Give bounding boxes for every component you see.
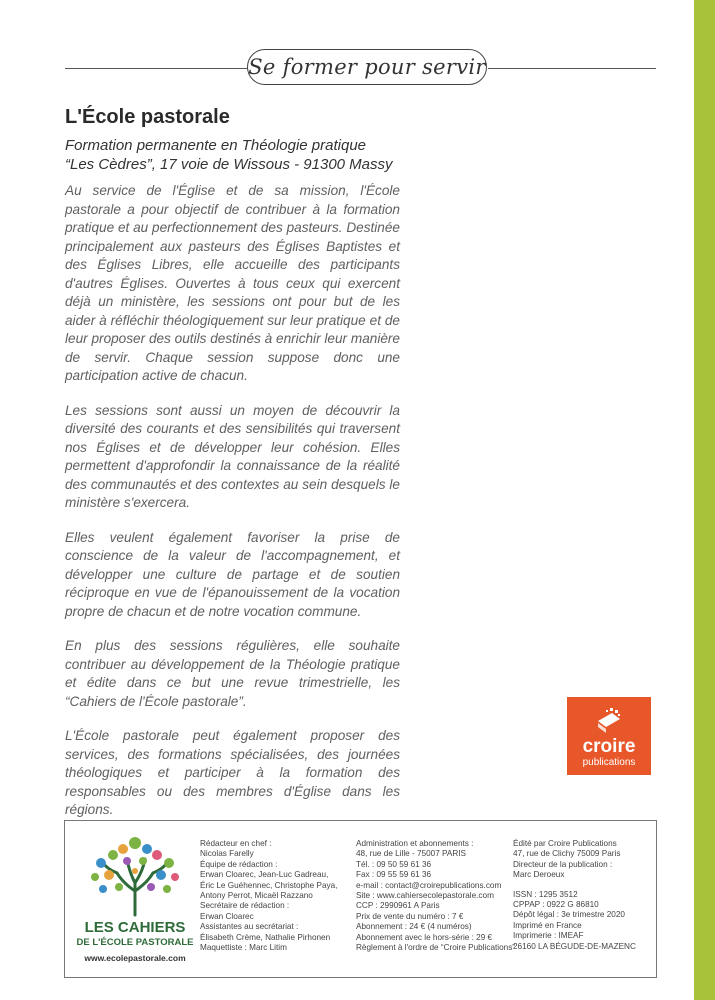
colophon-administration bbox=[356, 839, 515, 953]
colophon-line: CCP : 2990961 A Paris bbox=[356, 901, 440, 911]
article-title: L'École pastorale bbox=[65, 106, 230, 128]
colophon-line: Assistantes au secrétariat : bbox=[200, 922, 299, 932]
colophon-line: e-mail : contact@croirepublications.com bbox=[356, 880, 502, 890]
green-side-bar bbox=[694, 0, 715, 1000]
colophon-box bbox=[64, 820, 657, 978]
colophon-line: Imprimerie : IMEAF bbox=[513, 931, 584, 941]
logo-title: LES CAHIERS bbox=[84, 919, 186, 936]
colophon-line: Imprimé en France bbox=[513, 920, 582, 930]
colophon-line: 48, rue de Lille - 75007 PARIS bbox=[356, 849, 466, 859]
colophon-line: Prix de vente du numéro : 7 € bbox=[356, 911, 464, 921]
paragraph: L'École pastorale peut également proposer des services, des formations spécialisées, des journées théologiques et participer à la formation des responsables ou des membres d'Église dans les régions. bbox=[65, 728, 400, 817]
header-banner bbox=[247, 49, 487, 85]
cahiers-logo bbox=[75, 831, 195, 971]
colophon-line: Règlement à l'ordre de “Croire Publications” bbox=[356, 942, 516, 952]
colophon-line: Directeur de la publication : bbox=[513, 859, 613, 869]
tree-icon bbox=[87, 831, 183, 917]
colophon-publisher bbox=[513, 839, 636, 952]
croire-word: croire bbox=[582, 736, 636, 757]
colophon-line: Abonnement avec le hors-série : 29 € bbox=[356, 932, 493, 942]
book-icon bbox=[594, 707, 624, 735]
croire-sub: publications bbox=[582, 757, 636, 768]
paragraph: Au service de l'Église et de sa mission, l'École pastorale a pour objectif de contribuer à la formation pratique et au perfectionnement des pasteurs. Destinée principalement aux pasteurs des Églises Baptistes et des Églises Libres, elle accueille des participants d'autres Églises. Ouvertes à tous ceux qui exercent déjà un ministère, les sessions ont pour but de les aider à réfléchir théologiquement sur leur pratique et de leur proposer des outils destinés à enrichir leur manière de servir. Chaque session suppose donc une participation active de chacun. bbox=[65, 183, 400, 383]
colophon-line: Tél. : 09 50 59 61 36 bbox=[356, 859, 432, 869]
colophon-line: Équipe de rédaction : bbox=[200, 859, 278, 869]
colophon-line: Éric Le Guéhennec, Christophe Paya, bbox=[200, 880, 338, 890]
colophon-line: Rédacteur en chef : bbox=[200, 839, 272, 848]
paragraph: Les sessions sont aussi un moyen de découvrir la diversité des courants et des sensibilités qui traversent nos Églises et de développer leur cohésion. Elles permettent d'approfondir la connaissance de la réalité des communautés et des contextes au sein desquels le ministère s'exercera. bbox=[65, 402, 400, 510]
colophon-line: Erwan Cloarec bbox=[200, 911, 254, 921]
colophon-line: 26160 LA BÉGUDE-DE-MAZENC bbox=[513, 941, 636, 951]
colophon-line: Marc Deroeux bbox=[513, 870, 565, 880]
logo-url: www.ecolepastorale.com bbox=[84, 953, 186, 963]
croire-publications-logo bbox=[567, 697, 651, 775]
colophon-line: ISSN : 1295 3512 bbox=[513, 889, 578, 899]
colophon-line: Nicolas Farelly bbox=[200, 849, 254, 859]
header-rule-left bbox=[65, 68, 248, 69]
colophon-line: Maquettiste : Marc Litim bbox=[200, 942, 287, 952]
colophon-line: Erwan Cloarec, Jean-Luc Gadreau, bbox=[200, 870, 329, 880]
header-banner-text: Se former pour servir bbox=[248, 55, 486, 79]
colophon-line: CPPAP : 0922 G 86810 bbox=[513, 899, 599, 909]
paragraph: En plus des sessions régulières, elle souhaite contribuer au développement de la Théologie pratique et édite dans ce but une revue trimestrielle, les “Cahiers de l'École pastorale”. bbox=[65, 638, 400, 709]
colophon-editorial bbox=[200, 839, 337, 953]
header-rule-right bbox=[488, 68, 656, 69]
colophon-line: Fax : 09 55 59 61 36 bbox=[356, 870, 432, 880]
colophon-line: Administration et abonnements : bbox=[356, 839, 474, 848]
colophon-line: Secrétaire de rédaction : bbox=[200, 901, 290, 911]
subtitle-line-2: “Les Cèdres”, 17 voie de Wissous - 91300 Massy bbox=[65, 156, 393, 173]
logo-subtitle: DE L'ÉCOLE PASTORALE bbox=[76, 937, 194, 948]
article-subtitle bbox=[65, 136, 400, 174]
paragraph: Elles veulent également favoriser la prise de conscience de la valeur de l'accompagnement, et développer une culture de partage et de soutien réciproque en vue de l'épanouissement de la vocation propre de chacun et de notre vocation commune. bbox=[65, 529, 400, 619]
colophon-line: 47, rue de Clichy 75009 Paris bbox=[513, 849, 621, 859]
colophon-line: Abonnement : 24 € (4 numéros) bbox=[356, 922, 472, 932]
colophon-line: Élisabeth Crème, Nathalie Pirhonen bbox=[200, 932, 331, 942]
colophon-line: Édité par Croire Publications bbox=[513, 839, 617, 848]
subtitle-line-1: Formation permanente en Théologie pratique bbox=[65, 137, 367, 154]
colophon-line: Site : www.cahiersecolepastorale.com bbox=[356, 890, 494, 900]
article-body bbox=[65, 182, 400, 836]
colophon-line: Dépôt légal : 3e trimestre 2020 bbox=[513, 910, 625, 920]
colophon-line: Antony Perrot, Micaël Razzano bbox=[200, 890, 313, 900]
